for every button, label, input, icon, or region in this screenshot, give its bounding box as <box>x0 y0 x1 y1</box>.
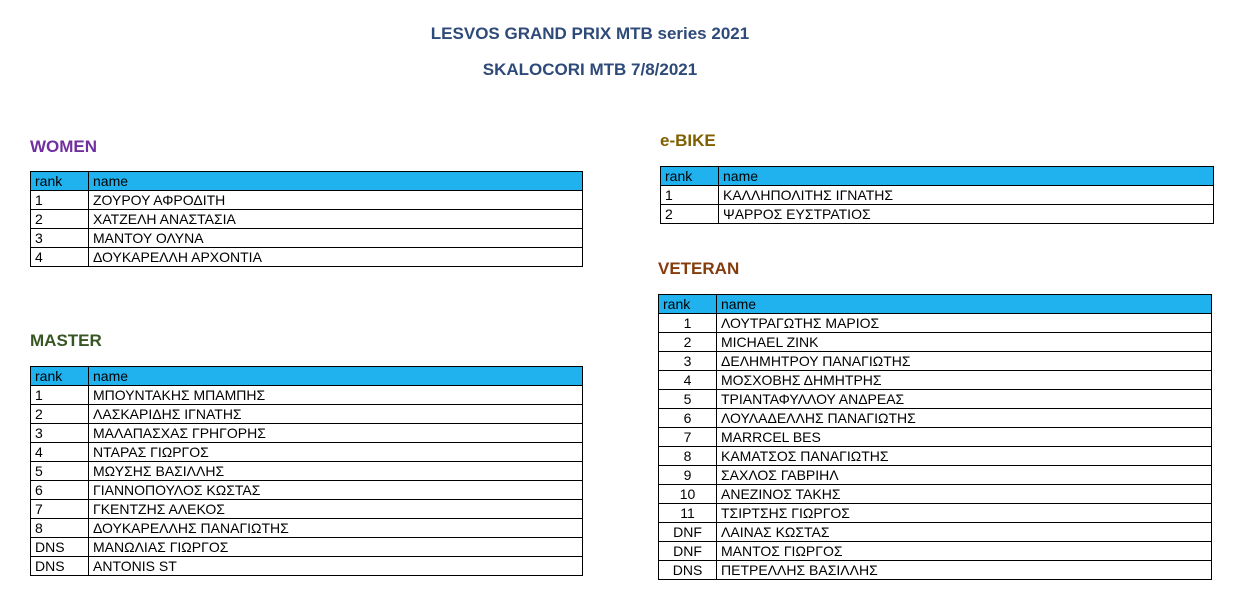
rank-cell: 2 <box>31 210 89 229</box>
name-cell: MICHAEL ZINK <box>717 333 1212 352</box>
rank-cell: DNS <box>31 538 89 557</box>
name-cell: ΛΟΥΛΑΔΕΛΛΗΣ ΠΑΝΑΓΙΩΤΗΣ <box>717 409 1212 428</box>
name-cell: MARRCEL BES <box>717 428 1212 447</box>
rank-cell: DNS <box>659 561 717 580</box>
rank-column-header: rank <box>31 172 89 191</box>
table-row <box>659 447 1212 466</box>
table-row <box>659 333 1212 352</box>
table-row <box>31 481 583 500</box>
ebike-table <box>660 166 1214 224</box>
rank-cell: 4 <box>31 248 89 267</box>
rank-cell: 3 <box>31 424 89 443</box>
veteran-table-header <box>659 295 1212 314</box>
ebike-table-header <box>661 167 1214 186</box>
table-row <box>31 462 583 481</box>
table-row <box>31 229 583 248</box>
name-cell: ΜΑΝΤΟΣ ΓΙΩΡΓΟΣ <box>717 542 1212 561</box>
name-column-header: name <box>89 367 583 386</box>
rank-cell: 5 <box>31 462 89 481</box>
table-row <box>31 191 583 210</box>
table-row <box>31 424 583 443</box>
name-cell: ANTONIS ST <box>89 557 583 576</box>
table-row <box>659 371 1212 390</box>
table-row <box>31 210 583 229</box>
rank-cell: 2 <box>659 333 717 352</box>
table-row <box>659 390 1212 409</box>
table-row <box>659 542 1212 561</box>
veteran-table <box>658 294 1212 580</box>
table-row <box>659 485 1212 504</box>
table-row <box>659 409 1212 428</box>
name-cell: ΜΑΝΩΛΙΑΣ ΓΙΩΡΓΟΣ <box>89 538 583 557</box>
table-row <box>659 466 1212 485</box>
name-cell: ΜΩΥΣΗΣ ΒΑΣΙΛΛΗΣ <box>89 462 583 481</box>
name-cell: ΤΡΙΑΝΤΑΦΥΛΛΟΥ ΑΝΔΡΕΑΣ <box>717 390 1212 409</box>
name-cell: ΤΣΙΡΤΣΗΣ ΓΙΩΡΓΟΣ <box>717 504 1212 523</box>
rank-cell: 1 <box>31 191 89 210</box>
table-row <box>659 504 1212 523</box>
table-row <box>31 386 583 405</box>
name-cell: ΖΟΥΡΟΥ ΑΦΡΟΔΙΤΗ <box>89 191 583 210</box>
rank-cell: 1 <box>31 386 89 405</box>
rank-cell: 8 <box>31 519 89 538</box>
name-cell: ΛΑΣΚΑΡΙΔΗΣ ΙΓΝΑΤΗΣ <box>89 405 583 424</box>
table-row <box>661 205 1214 224</box>
table-row <box>659 561 1212 580</box>
name-cell: ΓΙΑΝΝΟΠΟΥΛΟΣ ΚΩΣΤΑΣ <box>89 481 583 500</box>
table-row <box>31 557 583 576</box>
rank-cell: 2 <box>661 205 719 224</box>
document-subtitle: SKALOCORI MTB 7/8/2021 <box>482 60 698 79</box>
rank-column-header: rank <box>661 167 719 186</box>
rank-column-header: rank <box>31 367 89 386</box>
women-title: WOMEN <box>30 137 98 156</box>
women-section <box>30 136 583 267</box>
table-row <box>31 443 583 462</box>
rank-cell: 1 <box>659 314 717 333</box>
rank-cell: DNF <box>659 542 717 561</box>
name-cell: ΧΑΤΖΕΛΗ ΑΝΑΣΤΑΣΙΑ <box>89 210 583 229</box>
table-row <box>31 248 583 267</box>
master-title: MASTER <box>30 331 102 350</box>
rank-cell: 6 <box>31 481 89 500</box>
name-cell: ΔΕΛΗΜΗΤΡΟΥ ΠΑΝΑΓΙΩΤΗΣ <box>717 352 1212 371</box>
rank-cell: 3 <box>659 352 717 371</box>
master-table-header <box>31 367 583 386</box>
rank-cell: DNS <box>31 557 89 576</box>
document-title: LESVOS GRAND PRIX MTB series 2021 <box>430 24 750 43</box>
name-cell: ΔΟΥΚΑΡΕΛΛΗΣ ΠΑΝΑΓΙΩΤΗΣ <box>89 519 583 538</box>
name-cell: ΜΑΝΤΟΥ ΟΛΥΝΑ <box>89 229 583 248</box>
name-cell: ΠΕΤΡΕΛΛΗΣ ΒΑΣΙΛΛΗΣ <box>717 561 1212 580</box>
veteran-section <box>658 258 1212 580</box>
name-column-header: name <box>717 295 1212 314</box>
name-cell: ΜΠΟΥΝΤΑΚΗΣ ΜΠΑΜΠΗΣ <box>89 386 583 405</box>
rank-cell: 11 <box>659 504 717 523</box>
name-cell: ΚΑΛΛΗΠΟΛΙΤΗΣ ΙΓΝΑΤΗΣ <box>719 186 1214 205</box>
table-row <box>659 428 1212 447</box>
rank-cell: 8 <box>659 447 717 466</box>
table-row <box>659 314 1212 333</box>
rank-cell: 7 <box>659 428 717 447</box>
master-table <box>30 366 583 576</box>
master-section <box>30 330 583 576</box>
rank-cell: 10 <box>659 485 717 504</box>
rank-cell: 9 <box>659 466 717 485</box>
ebike-title: e-BIKE <box>660 131 716 150</box>
table-row <box>661 186 1214 205</box>
name-column-header: name <box>89 172 583 191</box>
name-cell: ΜΑΛΑΠΑΣΧΑΣ ΓΡΗΓΟΡΗΣ <box>89 424 583 443</box>
rank-cell: 4 <box>31 443 89 462</box>
table-row <box>659 523 1212 542</box>
rank-cell: 3 <box>31 229 89 248</box>
name-cell: ΨΑΡΡΟΣ ΕΥΣΤΡΑΤΙΟΣ <box>719 205 1214 224</box>
rank-cell: 6 <box>659 409 717 428</box>
rank-column-header: rank <box>659 295 717 314</box>
name-column-header: name <box>719 167 1214 186</box>
rank-cell: DNF <box>659 523 717 542</box>
name-cell: ΔΟΥΚΑΡΕΛΛΗ ΑΡΧΟΝΤΙΑ <box>89 248 583 267</box>
name-cell: ΓΚΕΝΤΖΗΣ ΑΛΕΚΟΣ <box>89 500 583 519</box>
table-row <box>31 519 583 538</box>
women-table <box>30 171 583 267</box>
name-cell: ΑΝΕΖΙΝΟΣ ΤΑΚΗΣ <box>717 485 1212 504</box>
name-cell: ΣΑΧΛΟΣ ΓΑΒΡΙΗΛ <box>717 466 1212 485</box>
table-row <box>659 352 1212 371</box>
name-cell: ΚΑΜΑΤΣΟΣ ΠΑΝΑΓΙΩΤΗΣ <box>717 447 1212 466</box>
table-row <box>31 405 583 424</box>
name-cell: ΛΑΙΝΑΣ ΚΩΣΤΑΣ <box>717 523 1212 542</box>
rank-cell: 4 <box>659 371 717 390</box>
veteran-title: VETERAN <box>658 259 740 278</box>
women-table-header <box>31 172 583 191</box>
rank-cell: 1 <box>661 186 719 205</box>
ebike-section <box>660 130 1214 224</box>
rank-cell: 5 <box>659 390 717 409</box>
table-row <box>31 500 583 519</box>
rank-cell: 2 <box>31 405 89 424</box>
table-row <box>31 538 583 557</box>
name-cell: ΜΟΣΧΟΒΗΣ ΔΗΜΗΤΡΗΣ <box>717 371 1212 390</box>
rank-cell: 7 <box>31 500 89 519</box>
name-cell: ΝΤΑΡΑΣ ΓΙΩΡΓΟΣ <box>89 443 583 462</box>
name-cell: ΛΟΥΤΡΑΓΩΤΗΣ ΜΑΡΙΟΣ <box>717 314 1212 333</box>
